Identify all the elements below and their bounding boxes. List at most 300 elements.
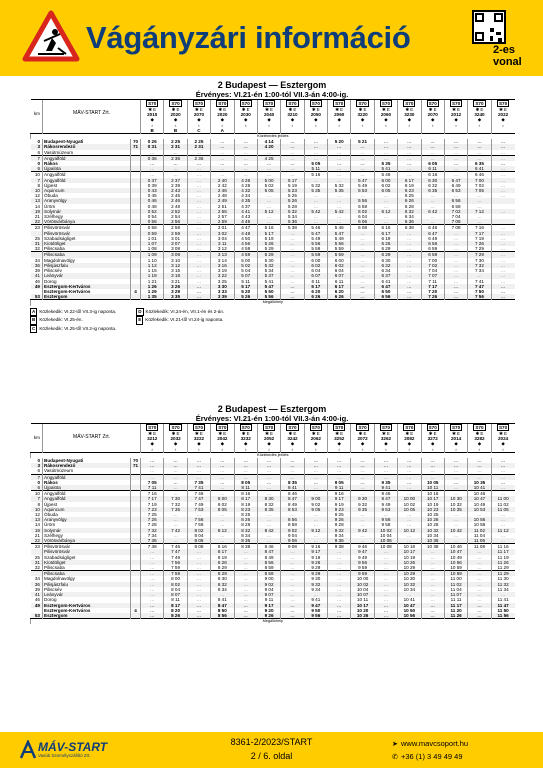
time-cell: 9 29 xyxy=(304,571,327,577)
km-cell: 41 xyxy=(31,592,43,597)
bike-icon: ◆ ♁ xyxy=(444,441,467,451)
km-cell: 3 xyxy=(31,144,43,149)
train-type-icon: S70 xyxy=(304,100,327,108)
time-cell: 0 36 xyxy=(141,155,164,161)
track-works-warning-icon xyxy=(22,10,80,62)
time-cell: … xyxy=(328,613,351,619)
time-cell: … xyxy=(444,458,467,463)
time-cell: 4 43 xyxy=(234,214,257,219)
station-name: Vasútmúzeum xyxy=(43,468,131,474)
time-cell: 7 47 xyxy=(187,496,210,501)
station-name: Kiotdöliget xyxy=(43,560,131,565)
time-cell: 8 28 xyxy=(234,522,257,527)
website-link[interactable] xyxy=(392,739,468,748)
time-cell: 5 47 xyxy=(304,231,327,236)
time-cell: … xyxy=(351,258,374,263)
time-cell: … xyxy=(328,144,351,149)
time-cell: … xyxy=(328,161,351,166)
train-features-icon: ✱ E xyxy=(187,431,210,436)
time-cell: 9 11 xyxy=(328,485,351,491)
time-cell: 5 56 xyxy=(304,241,327,246)
time-cell: 6 20 xyxy=(328,289,351,294)
time-cell: … xyxy=(187,463,210,468)
time-cell: … xyxy=(281,279,304,284)
time-cell: 5 00 xyxy=(234,258,257,263)
time-cell: … xyxy=(211,538,234,544)
time-cell: 8 26 xyxy=(234,517,257,522)
time-cell: … xyxy=(398,491,421,497)
time-cell: … xyxy=(211,592,234,597)
time-cell: 8 05 xyxy=(211,507,234,512)
time-cell: 10 25 xyxy=(421,512,444,517)
time-cell: 9 04 xyxy=(257,587,280,592)
time-cell: 8 25 xyxy=(234,512,257,517)
station-name: Pilisvörösvár xyxy=(43,225,131,231)
time-cell: … xyxy=(187,555,210,560)
time-cell: 6 38 xyxy=(398,225,421,231)
time-cell: 10 29 xyxy=(398,565,421,571)
end-label: Megállóhely xyxy=(31,619,515,625)
time-cell: … xyxy=(421,458,444,463)
train-type-icon: S70 xyxy=(421,100,444,108)
time-cell: 9 47 xyxy=(351,549,374,554)
time-cell: 11 26 xyxy=(444,613,467,619)
timetable xyxy=(30,423,515,624)
time-cell: … xyxy=(351,241,374,246)
time-cell: 11 29 xyxy=(491,571,514,577)
time-cell: … xyxy=(444,193,467,198)
time-cell: … xyxy=(468,193,491,198)
time-cell: 8 41 xyxy=(211,597,234,602)
time-cell: … xyxy=(398,538,421,544)
time-cell: … xyxy=(141,613,164,619)
time-cell: 4 14 xyxy=(257,139,280,144)
time-cell: 7 17 xyxy=(468,231,491,236)
time-cell: … xyxy=(374,608,397,613)
time-cell: 1 12 xyxy=(141,263,164,268)
time-cell: 0 39 xyxy=(141,183,164,188)
time-cell: 8 56 xyxy=(211,613,234,619)
train-number: 3242 xyxy=(281,436,304,441)
platform-cell: 4 xyxy=(131,608,141,613)
time-cell: 5 02 xyxy=(234,263,257,268)
station-name: Pilisjászfalu xyxy=(43,582,131,587)
time-cell: 7 42 xyxy=(164,528,187,533)
time-cell: 10 02 xyxy=(398,502,421,507)
time-cell: 2 57 xyxy=(211,214,234,219)
time-cell: 1 09 xyxy=(141,252,164,258)
time-cell: … xyxy=(351,236,374,241)
time-cell: … xyxy=(257,485,280,491)
time-cell: 9 07 xyxy=(257,592,280,597)
time-cell: 10 19 xyxy=(421,502,444,507)
bike-icon: ◆ ♁ xyxy=(351,441,374,451)
time-cell: … xyxy=(468,458,491,463)
time-cell: … xyxy=(421,214,444,219)
time-cell: 0 59 xyxy=(141,231,164,236)
time-cell: 10 29 xyxy=(398,571,421,577)
time-cell: … xyxy=(351,246,374,252)
time-cell: … xyxy=(234,613,257,619)
platform-cell: 70 xyxy=(131,458,141,463)
time-cell: 8 58 xyxy=(281,522,304,527)
train-type-icon: S70 xyxy=(398,100,421,108)
time-cell: … xyxy=(491,468,514,474)
time-cell: … xyxy=(187,209,210,214)
time-cell: … xyxy=(398,485,421,491)
time-cell: 3 01 xyxy=(211,225,234,231)
time-cell: … xyxy=(491,139,514,144)
time-cell: … xyxy=(141,172,164,178)
time-cell: 7 04 xyxy=(421,268,444,273)
time-cell: 9 56 xyxy=(351,560,374,565)
time-cell: 8 59 xyxy=(257,571,280,577)
train-number: 2020 xyxy=(164,112,187,117)
time-cell: 5 25 xyxy=(281,193,304,198)
time-cell: 10 58 xyxy=(468,522,491,527)
time-cell: 7 46 xyxy=(164,544,187,550)
time-cell: … xyxy=(304,198,327,203)
time-cell: … xyxy=(398,284,421,289)
time-cell: … xyxy=(421,139,444,144)
bike-icon: ◆ ♁ xyxy=(328,117,351,127)
train-type-icon: S70 xyxy=(211,100,234,108)
time-cell: 2 31 xyxy=(187,144,210,149)
time-cell: … xyxy=(164,485,187,491)
bike-icon: ◆ ♁ xyxy=(304,441,327,451)
time-cell: 5 26 xyxy=(281,198,304,203)
time-cell: … xyxy=(187,560,210,565)
bike-icon: ◆ ♁ xyxy=(281,441,304,451)
bike-icon: ◆ ♁ xyxy=(234,441,257,451)
time-cell: 8 00 xyxy=(164,576,187,581)
km-cell: 34 xyxy=(34,576,40,582)
train-features-icon: ✱ E xyxy=(444,107,467,112)
time-cell: 8 02 xyxy=(164,582,187,587)
validity-label: Közlekedés jelölés xyxy=(31,452,515,458)
time-cell: 5 21 xyxy=(351,139,374,144)
time-cell: … xyxy=(398,279,421,284)
time-cell: … xyxy=(468,468,491,474)
time-cell: 2 25 xyxy=(187,139,210,144)
time-cell: 8 53 xyxy=(281,507,304,512)
time-cell: 9 26 xyxy=(328,517,351,522)
time-cell: 5 58 xyxy=(351,204,374,209)
phone-number[interactable] xyxy=(392,752,463,761)
time-cell: … xyxy=(444,241,467,246)
time-cell: … xyxy=(187,236,210,241)
time-cell: 7 58 xyxy=(187,522,210,527)
time-cell: … xyxy=(398,139,421,144)
train-type-icon: S70 xyxy=(257,100,280,108)
time-cell: 10 56 xyxy=(398,613,421,619)
time-cell: 4 59 xyxy=(234,252,257,258)
time-cell: … xyxy=(421,474,444,480)
time-cell: … xyxy=(398,517,421,522)
time-cell: 7 08 xyxy=(444,225,467,231)
time-cell: … xyxy=(491,522,514,527)
train-type-icon: S70 xyxy=(351,100,374,108)
time-cell: … xyxy=(141,463,164,468)
train-number: 2032 xyxy=(164,436,187,441)
time-cell: … xyxy=(257,172,280,178)
time-cell: 10 16 xyxy=(398,544,421,550)
time-cell: 5 19 xyxy=(281,183,304,188)
time-cell: 2 25 xyxy=(164,139,187,144)
time-cell: 5 07 xyxy=(234,273,257,278)
time-cell: 5 11 xyxy=(304,166,327,172)
train-features-icon: ✱ E xyxy=(304,107,327,112)
time-cell: 9 00 xyxy=(257,576,280,581)
train-number: 2052 xyxy=(257,436,280,441)
time-cell: 2 48 xyxy=(211,193,234,198)
time-cell: … xyxy=(234,463,257,468)
time-cell: 9 30 xyxy=(351,496,374,501)
time-cell: 8 38 xyxy=(234,544,257,550)
time-cell: 5 37 xyxy=(257,273,280,278)
time-cell: … xyxy=(141,582,164,587)
station-name: Leányvár xyxy=(43,273,131,278)
time-cell: … xyxy=(187,458,210,463)
train-features-icon: ✱ E xyxy=(491,107,514,112)
time-cell: 11 56 xyxy=(491,613,514,619)
station-name: Esztergom-Kertváros xyxy=(43,603,131,608)
time-cell: 9 46 xyxy=(351,544,374,550)
station-name: Aquincum xyxy=(43,188,131,193)
qr-code-icon[interactable] xyxy=(472,10,506,44)
time-cell: … xyxy=(351,279,374,284)
station-name: Aranyvölgy xyxy=(43,198,131,203)
train-type-icon: S70 xyxy=(187,424,210,432)
time-cell: … xyxy=(187,273,210,278)
time-cell: 1 01 xyxy=(141,236,164,241)
train-number: 2010 xyxy=(141,112,164,117)
time-cell: … xyxy=(398,172,421,178)
station-name: Magdolnavölgy xyxy=(43,258,131,263)
time-cell: 7 11 xyxy=(421,279,444,284)
bike-icon: ◆ ♁ xyxy=(468,117,491,127)
time-cell: … xyxy=(304,214,327,219)
time-cell: 6 19 xyxy=(398,183,421,188)
time-cell: 2 51 xyxy=(211,204,234,209)
time-cell: … xyxy=(351,533,374,538)
time-cell: … xyxy=(491,279,514,284)
train-features-icon: ✱ E xyxy=(444,431,467,436)
time-cell: 9 05 xyxy=(328,480,351,485)
time-cell: 10 42 xyxy=(444,528,467,533)
train-mark: A xyxy=(211,128,234,134)
time-cell: … xyxy=(187,246,210,252)
time-cell: 5 42 xyxy=(328,209,351,214)
time-cell: 0 56 xyxy=(141,219,164,225)
train-type-icon: S70 xyxy=(374,100,397,108)
platform-cell: 4 xyxy=(131,289,141,294)
time-cell: 8 16 xyxy=(211,544,234,550)
time-cell: 10 34 xyxy=(398,587,421,592)
time-cell: 6 07 xyxy=(304,273,327,278)
time-cell: 6 00 xyxy=(374,178,397,183)
time-cell: 6 47 xyxy=(374,284,397,289)
time-cell: … xyxy=(234,474,257,480)
time-cell: 2 40 xyxy=(211,178,234,183)
time-cell: … xyxy=(491,463,514,468)
time-cell: … xyxy=(141,474,164,480)
time-cell: … xyxy=(257,480,280,485)
train-number: 2024 xyxy=(491,436,514,441)
station-name: Vörösvárbánya xyxy=(43,538,131,544)
time-cell: 6 17 xyxy=(398,178,421,183)
time-cell: … xyxy=(281,582,304,587)
km-cell: 7 xyxy=(31,496,43,501)
time-cell: … xyxy=(164,491,187,497)
time-cell: … xyxy=(491,178,514,183)
time-cell: 9 12 xyxy=(304,528,327,533)
time-cell: … xyxy=(444,150,467,156)
train-type-icon: S70 xyxy=(164,100,187,108)
time-cell: 9 26 xyxy=(304,560,327,565)
time-cell: 6 36 xyxy=(398,219,421,225)
time-cell: … xyxy=(468,608,491,613)
footnote: B Közlekedik: VI.25-én. xyxy=(30,316,116,325)
train-number: 3262 xyxy=(374,436,397,441)
time-cell: 8 05 xyxy=(234,480,257,485)
time-cell: … xyxy=(374,597,397,602)
time-cell: 5 05 xyxy=(257,188,280,193)
time-cell: … xyxy=(374,204,397,209)
time-cell: 6 32 xyxy=(398,209,421,214)
time-cell: 9 49 xyxy=(374,502,397,507)
time-cell: 3 33 xyxy=(211,289,234,294)
time-cell: 6 06 xyxy=(351,219,374,225)
time-cell: 9 26 xyxy=(257,613,280,619)
time-cell: 7 02 xyxy=(421,263,444,268)
km-cell: 31 xyxy=(31,560,43,565)
time-cell: … xyxy=(328,468,351,474)
time-cell: 3 39 xyxy=(211,294,234,300)
time-cell: 10 59 xyxy=(444,571,467,577)
time-cell: 10 02 xyxy=(351,582,374,587)
train-number: 3282 xyxy=(468,436,491,441)
time-cell: 5 04 xyxy=(234,268,257,273)
station-name: Óbuda xyxy=(43,193,131,198)
time-cell: … xyxy=(164,458,187,463)
footer xyxy=(0,732,543,768)
time-cell: … xyxy=(234,549,257,554)
time-cell: 1 18 xyxy=(141,273,164,278)
time-cell: 11 16 xyxy=(491,544,514,550)
time-cell: … xyxy=(491,193,514,198)
time-cell: … xyxy=(187,252,210,258)
time-cell: … xyxy=(257,198,280,203)
time-cell: … xyxy=(398,468,421,474)
time-cell: 5 59 xyxy=(328,246,351,252)
time-cell: … xyxy=(374,512,397,517)
time-cell: … xyxy=(398,150,421,156)
time-cell: … xyxy=(187,172,210,178)
km-cell: 10 xyxy=(31,491,43,497)
time-cell: 9 49 xyxy=(351,555,374,560)
platform-cell: 71 xyxy=(131,144,141,149)
time-cell: 6 04 xyxy=(351,214,374,219)
time-cell: … xyxy=(468,613,491,619)
time-cell: … xyxy=(398,258,421,263)
time-cell: 4 20 xyxy=(257,144,280,149)
time-cell: 8 50 xyxy=(211,608,234,613)
time-cell: … xyxy=(304,480,327,485)
time-cell: 8 47 xyxy=(257,549,280,554)
time-cell: 10 50 xyxy=(398,608,421,613)
time-cell: 6 41 xyxy=(468,166,491,172)
time-cell: 3 08 xyxy=(164,246,187,252)
time-cell: … xyxy=(421,608,444,613)
time-cell: … xyxy=(281,231,304,236)
train-features-icon: ✱ E xyxy=(491,431,514,436)
time-cell: … xyxy=(234,592,257,597)
time-cell: 9 46 xyxy=(374,491,397,497)
time-cell: 10 35 xyxy=(468,480,491,485)
time-cell: … xyxy=(281,246,304,252)
time-cell: … xyxy=(304,193,327,198)
time-cell: 5 59 xyxy=(304,252,327,258)
time-cell: … xyxy=(328,576,351,581)
time-cell: 10 04 xyxy=(374,533,397,538)
time-cell: … xyxy=(421,603,444,608)
time-cell: … xyxy=(328,597,351,602)
time-cell: … xyxy=(281,603,304,608)
time-cell: … xyxy=(281,613,304,619)
time-cell: 9 20 xyxy=(257,608,280,613)
time-cell: … xyxy=(281,263,304,268)
time-cell: 7 16 xyxy=(141,491,164,497)
station-name: Piliscsaba xyxy=(43,565,131,571)
time-cell: … xyxy=(328,150,351,156)
time-cell: 8 35 xyxy=(281,480,304,485)
time-cell: … xyxy=(304,178,327,183)
time-cell: 7 49 xyxy=(187,502,210,507)
time-cell: 5 26 xyxy=(257,241,280,246)
time-cell: … xyxy=(187,565,210,571)
time-cell: 5 28 xyxy=(281,204,304,209)
time-cell: 6 05 xyxy=(374,188,397,193)
page-number: 2 / 6. oldal xyxy=(250,751,293,761)
train-number: 2070 xyxy=(421,112,444,117)
time-cell: 0 45 xyxy=(141,193,164,198)
time-cell: 11 02 xyxy=(468,528,491,533)
time-cell: … xyxy=(351,480,374,485)
km-cell: 13 xyxy=(31,198,43,203)
time-cell: … xyxy=(211,172,234,178)
time-cell: 5 35 xyxy=(304,188,327,193)
operator-label: MÁV-START Zrt. xyxy=(43,424,141,452)
bike-icon: ◆ ♁ xyxy=(398,117,421,127)
time-cell: 3 14 xyxy=(211,258,234,263)
time-cell: 3 10 xyxy=(164,258,187,263)
time-cell: 6 02 xyxy=(374,183,397,188)
time-cell: 11 07 xyxy=(444,592,467,597)
time-cell: 10 28 xyxy=(421,522,444,527)
time-cell: … xyxy=(257,463,280,468)
time-cell: … xyxy=(281,273,304,278)
time-cell: 10 47 xyxy=(444,549,467,554)
time-cell: … xyxy=(398,252,421,258)
bike-icon: ◆ ♁ xyxy=(351,117,374,127)
train-features-icon: ✱ E xyxy=(398,107,421,112)
train-features-icon: ✱ E xyxy=(328,107,351,112)
time-cell: … xyxy=(141,603,164,608)
time-cell: … xyxy=(421,468,444,474)
time-cell: … xyxy=(351,172,374,178)
time-cell: 6 46 xyxy=(421,225,444,231)
